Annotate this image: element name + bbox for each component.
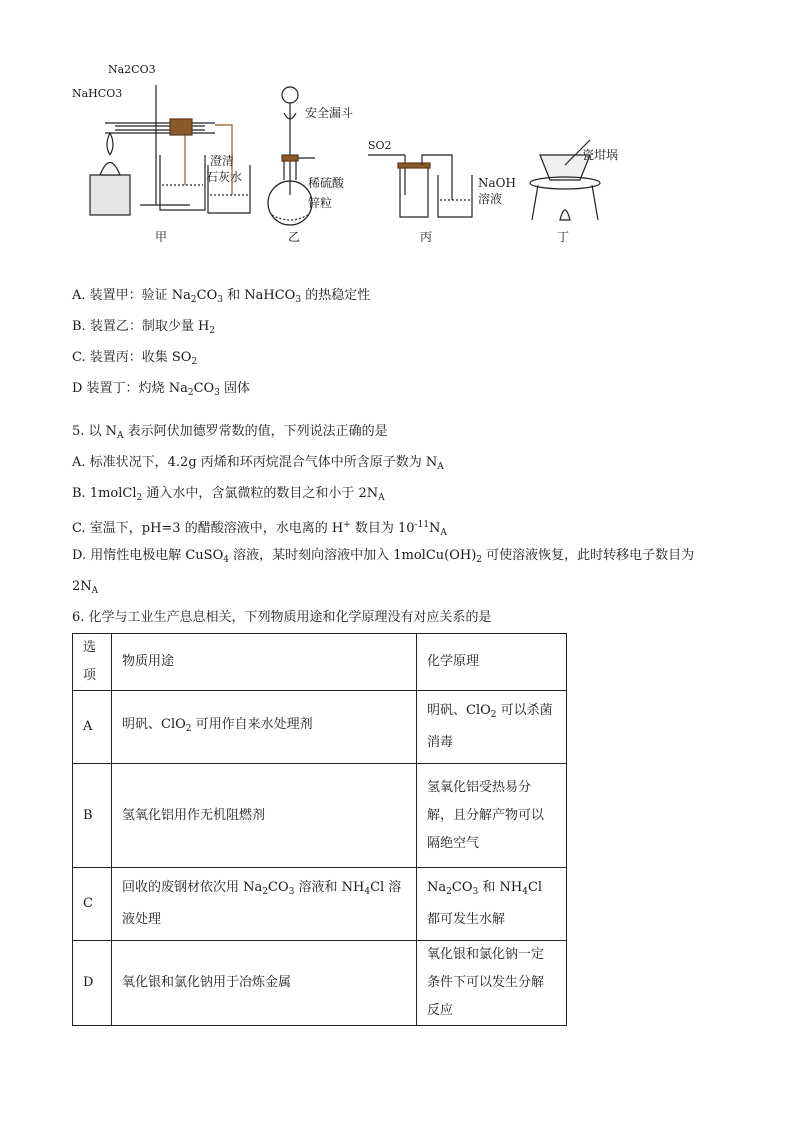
bottle-outlet	[422, 155, 452, 200]
header-principle: 化学原理	[417, 634, 567, 691]
beaker-1	[160, 155, 205, 210]
caption-bing: 丙	[420, 230, 433, 244]
q4-option-a: A. 装置甲：验证 $Na_2CO_3$ 和 NaHCO$_3$ 的热稳定性	[72, 288, 371, 305]
row-d-principle: 氧化银和氯化钠一定条件下可以发生分解反应	[417, 941, 567, 1026]
row-d-option: D	[73, 941, 112, 1026]
tripod-leg-l	[532, 185, 538, 220]
label-naoh-1: NaOH	[478, 176, 516, 190]
tripod-leg-r	[592, 185, 598, 220]
naoh-beaker	[438, 175, 472, 217]
caption-yi: 乙	[288, 230, 301, 244]
lamp-flame	[107, 133, 113, 155]
burner-stand	[90, 175, 130, 215]
bottle-stopper	[398, 163, 430, 168]
label-crucible: 瓷坩埚	[582, 148, 619, 162]
apparatus-jia	[90, 85, 250, 215]
table-row	[73, 764, 567, 868]
row-a-principle: 明矾、ClO$_2$ 可以杀菌消毒	[417, 691, 567, 764]
q4-option-d: D 装置丁：灼烧 $Na_2CO_3$ 固体	[72, 381, 251, 398]
q6-stem: 6. 化学与工业生产息息相关，下列物质用途和化学原理没有对应关系的是	[72, 610, 492, 625]
apparatus-svg	[60, 55, 620, 255]
row-c-use: 回收的废钢材依次用 $Na_2CO_3$ 溶液和 $NH_4Cl$ 溶液处理	[112, 868, 417, 941]
gas-bottle	[400, 167, 428, 217]
table-row	[73, 691, 567, 764]
apparatus-bing	[368, 155, 472, 217]
label-naoh-2: 溶液	[478, 192, 503, 206]
label-so2: SO2	[368, 139, 392, 152]
q4-option-c: C. 装置丙：收集 $SO_2$	[72, 350, 198, 367]
label-limewater-2: 石灰水	[206, 170, 243, 184]
table-row	[73, 941, 567, 1026]
flask-stopper	[282, 155, 298, 161]
row-b-use: 氢氧化铝用作无机阻燃剂	[112, 764, 417, 868]
row-d-use: 氧化银和氯化钠用于冶炼金属	[112, 941, 417, 1026]
alcohol-lamp	[100, 163, 120, 176]
label-dilute-acid: 稀硫酸	[308, 176, 345, 190]
q4-option-b: B. 装置乙：制取少量 $H_2$	[72, 319, 216, 336]
row-c-principle: $Na_2CO_3$ 和 $NH_4Cl$ 都可发生水解	[417, 868, 567, 941]
label-nahco3: NaHCO3	[72, 87, 123, 100]
q5-stem: 5. 以 $N_A$ 表示阿伏加德罗常数的值，下列说法正确的是	[72, 424, 388, 441]
table-row	[73, 868, 567, 941]
row-a-option: A	[73, 691, 112, 764]
flask-liquid	[272, 215, 308, 220]
row-c-option: C	[73, 868, 112, 941]
q5-option-b: B. 1molCl$_2$ 通入水中，含氯微粒的数目之和小于 $2N_A$	[72, 486, 385, 503]
label-na2co3: Na2CO3	[108, 63, 156, 76]
ding-lamp	[560, 210, 570, 220]
rubber-stopper	[170, 119, 192, 135]
label-zinc: 锌粒	[308, 196, 333, 210]
q6-table	[72, 633, 567, 1026]
q5-option-c: C. 室温下，pH=3 的醋酸溶液中，水电离的 H+ 数目为 $10^{-11}N_A$	[72, 520, 447, 538]
caption-ding: 丁	[557, 230, 570, 244]
label-limewater-1: 澄清	[210, 154, 235, 168]
label-safety-funnel: 安全漏斗	[305, 106, 354, 120]
q5-option-d-line1: D. 用惰性电极电解 CuSO$_4$ 溶液，某时刻向溶液中加入 $1molCu(OH)_2$ 可使溶液恢复，此时转移电子数目为	[72, 548, 695, 565]
header-option: 选项	[73, 634, 112, 691]
q5-option-a: A. 标准状况下，4.2g 丙烯和环丙烷混合气体中所含原子数为 $N_A$	[72, 455, 444, 472]
row-b-principle: 氢氧化铝受热易分解，且分解产物可以隔绝空气	[417, 764, 567, 868]
q5-option-d-line2: $2N_A$	[72, 579, 99, 596]
caption-jia: 甲	[155, 230, 168, 244]
table-header-row	[73, 634, 567, 691]
row-a-use: 明矾、ClO$_2$ 可用作自来水处理剂	[112, 691, 417, 764]
safety-funnel-bulb	[282, 87, 298, 103]
apparatus-figure	[60, 55, 620, 255]
header-use: 物质用途	[112, 634, 417, 691]
row-b-option: B	[73, 764, 112, 868]
